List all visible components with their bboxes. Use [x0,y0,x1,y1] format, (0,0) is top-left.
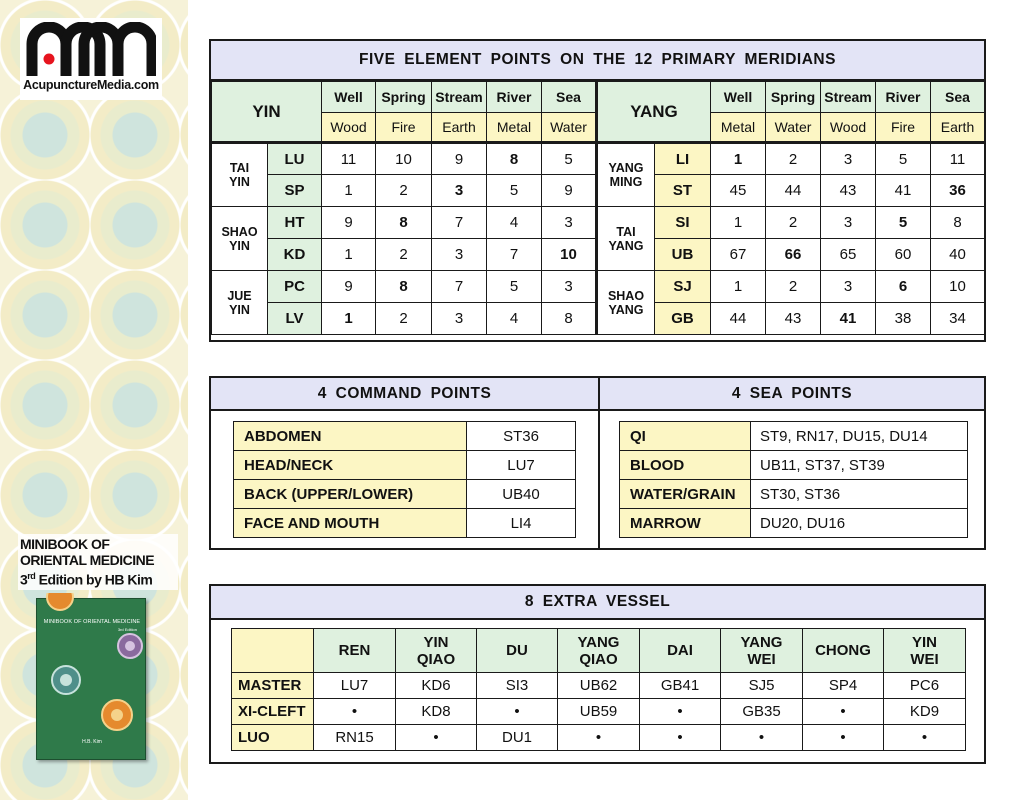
channel-group-word: JUE [227,288,252,303]
acupuncture-media-logo[interactable] [20,18,162,100]
vessel-point-cell: SJ5 [721,673,803,699]
row-label: ABDOMEN [234,422,467,451]
yin-point-cell: 3 [432,175,487,207]
sea-points-table [619,421,968,538]
yin-point-cell: 9 [542,175,597,207]
vessel-row [232,673,966,699]
cover-edition: 3rd Edition [117,627,137,632]
yin-point-cell: 8 [542,303,597,335]
yang-point-cell: 60 [876,239,931,271]
vessel-header [477,629,558,673]
command-points-table [233,421,576,538]
table-row [234,480,576,509]
extra-vessel-title: 8 EXTRA VESSEL [211,586,984,620]
yang-point-cell: 45 [711,175,766,207]
yang-point-cell: 2 [766,207,821,239]
point-name-header: Well [322,82,376,113]
yin-meridian-label: PC [268,271,322,303]
channel-group-word: SHAO [607,288,645,303]
table-row [620,451,968,480]
yang-point-cell: 5 [876,207,931,239]
row-value: ST30, ST36 [751,480,968,509]
row-value: ST36 [467,422,576,451]
vessel-point-cell: LU7 [314,673,396,699]
point-name-header: River [876,82,931,113]
book-info [18,534,178,590]
yin-meridian-label: KD [268,239,322,271]
vessel-header-word: QIAO [579,650,618,668]
yang-point-cell: 5 [876,143,931,175]
element-label: Fire [376,113,432,143]
yin-point-cell: 4 [487,303,542,335]
vessel-row-label: XI-CLEFT [232,699,314,725]
yang-point-cell: 44 [766,175,821,207]
yang-meridian-label: SJ [655,271,711,303]
vessel-header [396,629,477,673]
vessel-header [721,629,803,673]
yang-meridian-label: SI [655,207,711,239]
point-name-header: River [487,82,542,113]
yin-point-cell: 1 [322,303,376,335]
table-row [620,422,968,451]
channel-group-word: YIN [229,238,250,253]
decorative-pattern-strip [0,0,188,800]
vessel-point-cell: UB62 [558,673,640,699]
row-label: FACE AND MOUTH [234,509,467,538]
table-row [234,422,576,451]
vessel-point-cell: • [477,699,558,725]
yang-point-cell: 43 [766,303,821,335]
point-name-header: Spring [376,82,432,113]
vessel-header-word: DU [506,642,528,659]
yang-point-cell: 40 [931,239,985,271]
yin-point-cell: 7 [432,207,487,239]
five-element-title: FIVE ELEMENT POINTS ON THE 12 PRIMARY MERIDIANS [211,41,984,81]
element-label: Metal [711,113,766,143]
point-name-header: Spring [766,82,821,113]
meridian-row [212,271,985,303]
vessel-header-word: CHONG [815,642,871,659]
vessel-point-cell: SP4 [803,673,884,699]
yang-point-cell: 3 [821,143,876,175]
vessel-row [232,699,966,725]
row-label: HEAD/NECK [234,451,467,480]
vessel-point-cell: KD6 [396,673,477,699]
yang-header: YANG [597,82,711,143]
sea-points-title: 4 SEA POINTS [600,378,984,411]
yin-meridian-label: SP [268,175,322,207]
vessel-point-cell: • [314,699,396,725]
vessel-point-cell: • [803,699,884,725]
yin-point-cell: 2 [376,239,432,271]
vessel-point-cell: GB41 [640,673,721,699]
yin-point-cell: 3 [432,303,487,335]
vessel-header-word: QIAO [416,650,456,668]
cover-author: H.B. Kim [82,739,102,745]
yin-point-cell: 8 [376,207,432,239]
yin-point-cell: 7 [487,239,542,271]
vessel-header-word: WEI [747,650,776,668]
yang-point-cell: 11 [931,143,985,175]
medallion-icon [45,593,75,613]
row-value: DU20, DU16 [751,509,968,538]
channel-group-word: YANG [608,238,644,253]
book-title-line1: MINIBOOK OF [20,536,110,552]
vessel-point-cell: RN15 [314,725,396,751]
vessel-point-cell: KD9 [884,699,966,725]
yin-point-cell: 3 [542,271,597,303]
yin-point-cell: 3 [432,239,487,271]
row-label: WATER/GRAIN [620,480,751,509]
channel-group-word: TAI [616,224,636,239]
yang-meridian-label: ST [655,175,711,207]
row-value: LU7 [467,451,576,480]
channel-group-word: YANG [608,161,644,175]
vessel-point-cell: SI3 [477,673,558,699]
corner-cell [232,629,314,673]
point-name-header: Sea [542,82,597,113]
vessel-header [884,629,966,673]
yin-point-cell: 10 [376,143,432,175]
yin-point-cell: 1 [322,175,376,207]
element-label: Wood [322,113,376,143]
cover-title: MINIBOOK OF ORIENTAL MEDICINE [43,619,141,625]
yang-point-cell: 10 [931,271,985,303]
vessel-header-word: REN [338,642,371,659]
channel-group-word: SHAO [221,224,258,239]
yang-point-cell: 2 [766,143,821,175]
table-row [620,509,968,538]
yang-channel-group [597,207,655,271]
five-element-panel [209,39,986,342]
vessel-header [558,629,640,673]
vessel-point-cell: DU1 [477,725,558,751]
vessel-point-cell: • [396,725,477,751]
yin-point-cell: 2 [376,303,432,335]
vessel-header-word: YIN [423,633,449,651]
row-label: BACK (UPPER/LOWER) [234,480,467,509]
channel-group-word: YIN [229,302,250,317]
yang-point-cell: 41 [821,303,876,335]
element-label: Fire [876,113,931,143]
yang-point-cell: 65 [821,239,876,271]
row-value: LI4 [467,509,576,538]
vessel-point-cell: • [640,725,721,751]
point-name-header: Stream [432,82,487,113]
row-value: ST9, RN17, DU15, DU14 [751,422,968,451]
vessel-row-label: MASTER [232,673,314,699]
panel-divider [598,378,600,548]
yang-meridian-label: UB [655,239,711,271]
yang-meridian-label: LI [655,143,711,175]
row-label: MARROW [620,509,751,538]
vessel-row-label: LUO [232,725,314,751]
yin-point-cell: 8 [376,271,432,303]
yang-point-cell: 1 [711,143,766,175]
yang-point-cell: 2 [766,271,821,303]
table-row [234,451,576,480]
table-row [234,509,576,538]
meridian-row [212,207,985,239]
point-name-header: Stream [821,82,876,113]
yin-point-cell: 9 [322,207,376,239]
vessel-point-cell: • [721,725,803,751]
yin-channel-group [212,271,268,335]
yin-point-cell: 10 [542,239,597,271]
element-label: Water [542,113,597,143]
mm-logo-icon [26,22,156,76]
yin-point-cell: 8 [487,143,542,175]
yin-point-cell: 5 [487,175,542,207]
book-cover-image [36,598,146,760]
vessel-header-row [232,629,966,673]
medallion-icon [101,699,133,731]
vessel-row [232,725,966,751]
yang-point-cell: 44 [711,303,766,335]
element-label: Earth [931,113,985,143]
yang-point-cell: 67 [711,239,766,271]
element-label: Water [766,113,821,143]
channel-group-word: YANG [608,302,644,317]
medallion-icon [117,633,143,659]
point-name-header: Sea [931,82,985,113]
yin-point-cell: 5 [487,271,542,303]
yang-point-cell: 8 [931,207,985,239]
channel-group-word: TAI [229,161,250,175]
yang-point-cell: 38 [876,303,931,335]
vessel-header-word: DAI [667,642,693,659]
yin-point-cell: 2 [376,175,432,207]
extra-vessel-table [231,628,966,751]
vessel-point-cell: • [640,699,721,725]
row-value: UB11, ST37, ST39 [751,451,968,480]
vessel-point-cell: • [558,725,640,751]
command-sea-panel [209,376,986,550]
yin-point-cell: 9 [432,143,487,175]
vessel-header [314,629,396,673]
vessel-header-word: YANG [740,633,783,651]
medallion-icon [51,665,81,695]
vessel-point-cell: UB59 [558,699,640,725]
vessel-point-cell: • [884,725,966,751]
yin-meridian-label: HT [268,207,322,239]
vessel-point-cell: GB35 [721,699,803,725]
yin-header: YIN [212,82,322,143]
element-label: Wood [821,113,876,143]
yin-meridian-label: LV [268,303,322,335]
yin-channel-group [212,207,268,271]
yin-meridian-label: LU [268,143,322,175]
book-title-line2: ORIENTAL MEDICINE [20,552,155,568]
yang-point-cell: 34 [931,303,985,335]
yin-point-cell: 7 [432,271,487,303]
yang-meridian-label: GB [655,303,711,335]
yin-point-cell: 9 [322,271,376,303]
yang-point-cell: 66 [766,239,821,271]
yin-point-cell: 3 [542,207,597,239]
five-element-table [211,81,985,335]
yang-point-cell: 41 [876,175,931,207]
row-label: BLOOD [620,451,751,480]
vessel-point-cell: • [803,725,884,751]
table-row [620,480,968,509]
yang-point-cell: 1 [711,271,766,303]
yang-point-cell: 43 [821,175,876,207]
row-label: QI [620,422,751,451]
element-label: Earth [432,113,487,143]
yang-point-cell: 1 [711,207,766,239]
logo-text: AcupunctureMedia.com [23,78,159,92]
book-edition: 3rd Edition by HB Kim [20,571,153,588]
yin-point-cell: 4 [487,207,542,239]
yin-channel-group [212,143,268,207]
yang-point-cell: 3 [821,271,876,303]
yin-point-cell: 11 [322,143,376,175]
vessel-point-cell: KD8 [396,699,477,725]
command-points-title: 4 COMMAND POINTS [211,378,598,411]
yang-point-cell: 3 [821,207,876,239]
extra-vessel-panel [209,584,986,764]
vessel-header-word: YIN [911,633,937,651]
yang-point-cell: 36 [931,175,985,207]
channel-group-word: YIN [229,175,250,189]
vessel-header-word: YANG [577,633,620,651]
vessel-header [640,629,721,673]
vessel-header [803,629,884,673]
yang-channel-group [597,271,655,335]
yin-point-cell: 1 [322,239,376,271]
channel-group-word: MING [609,175,643,189]
yin-point-cell: 5 [542,143,597,175]
element-label: Metal [487,113,542,143]
meridian-row [212,143,985,175]
yang-point-cell: 6 [876,271,931,303]
five-element-body [212,143,985,335]
yang-channel-group [597,143,655,207]
row-value: UB40 [467,480,576,509]
point-name-header: Well [711,82,766,113]
vessel-point-cell: PC6 [884,673,966,699]
vessel-header-word: WEI [910,650,939,668]
